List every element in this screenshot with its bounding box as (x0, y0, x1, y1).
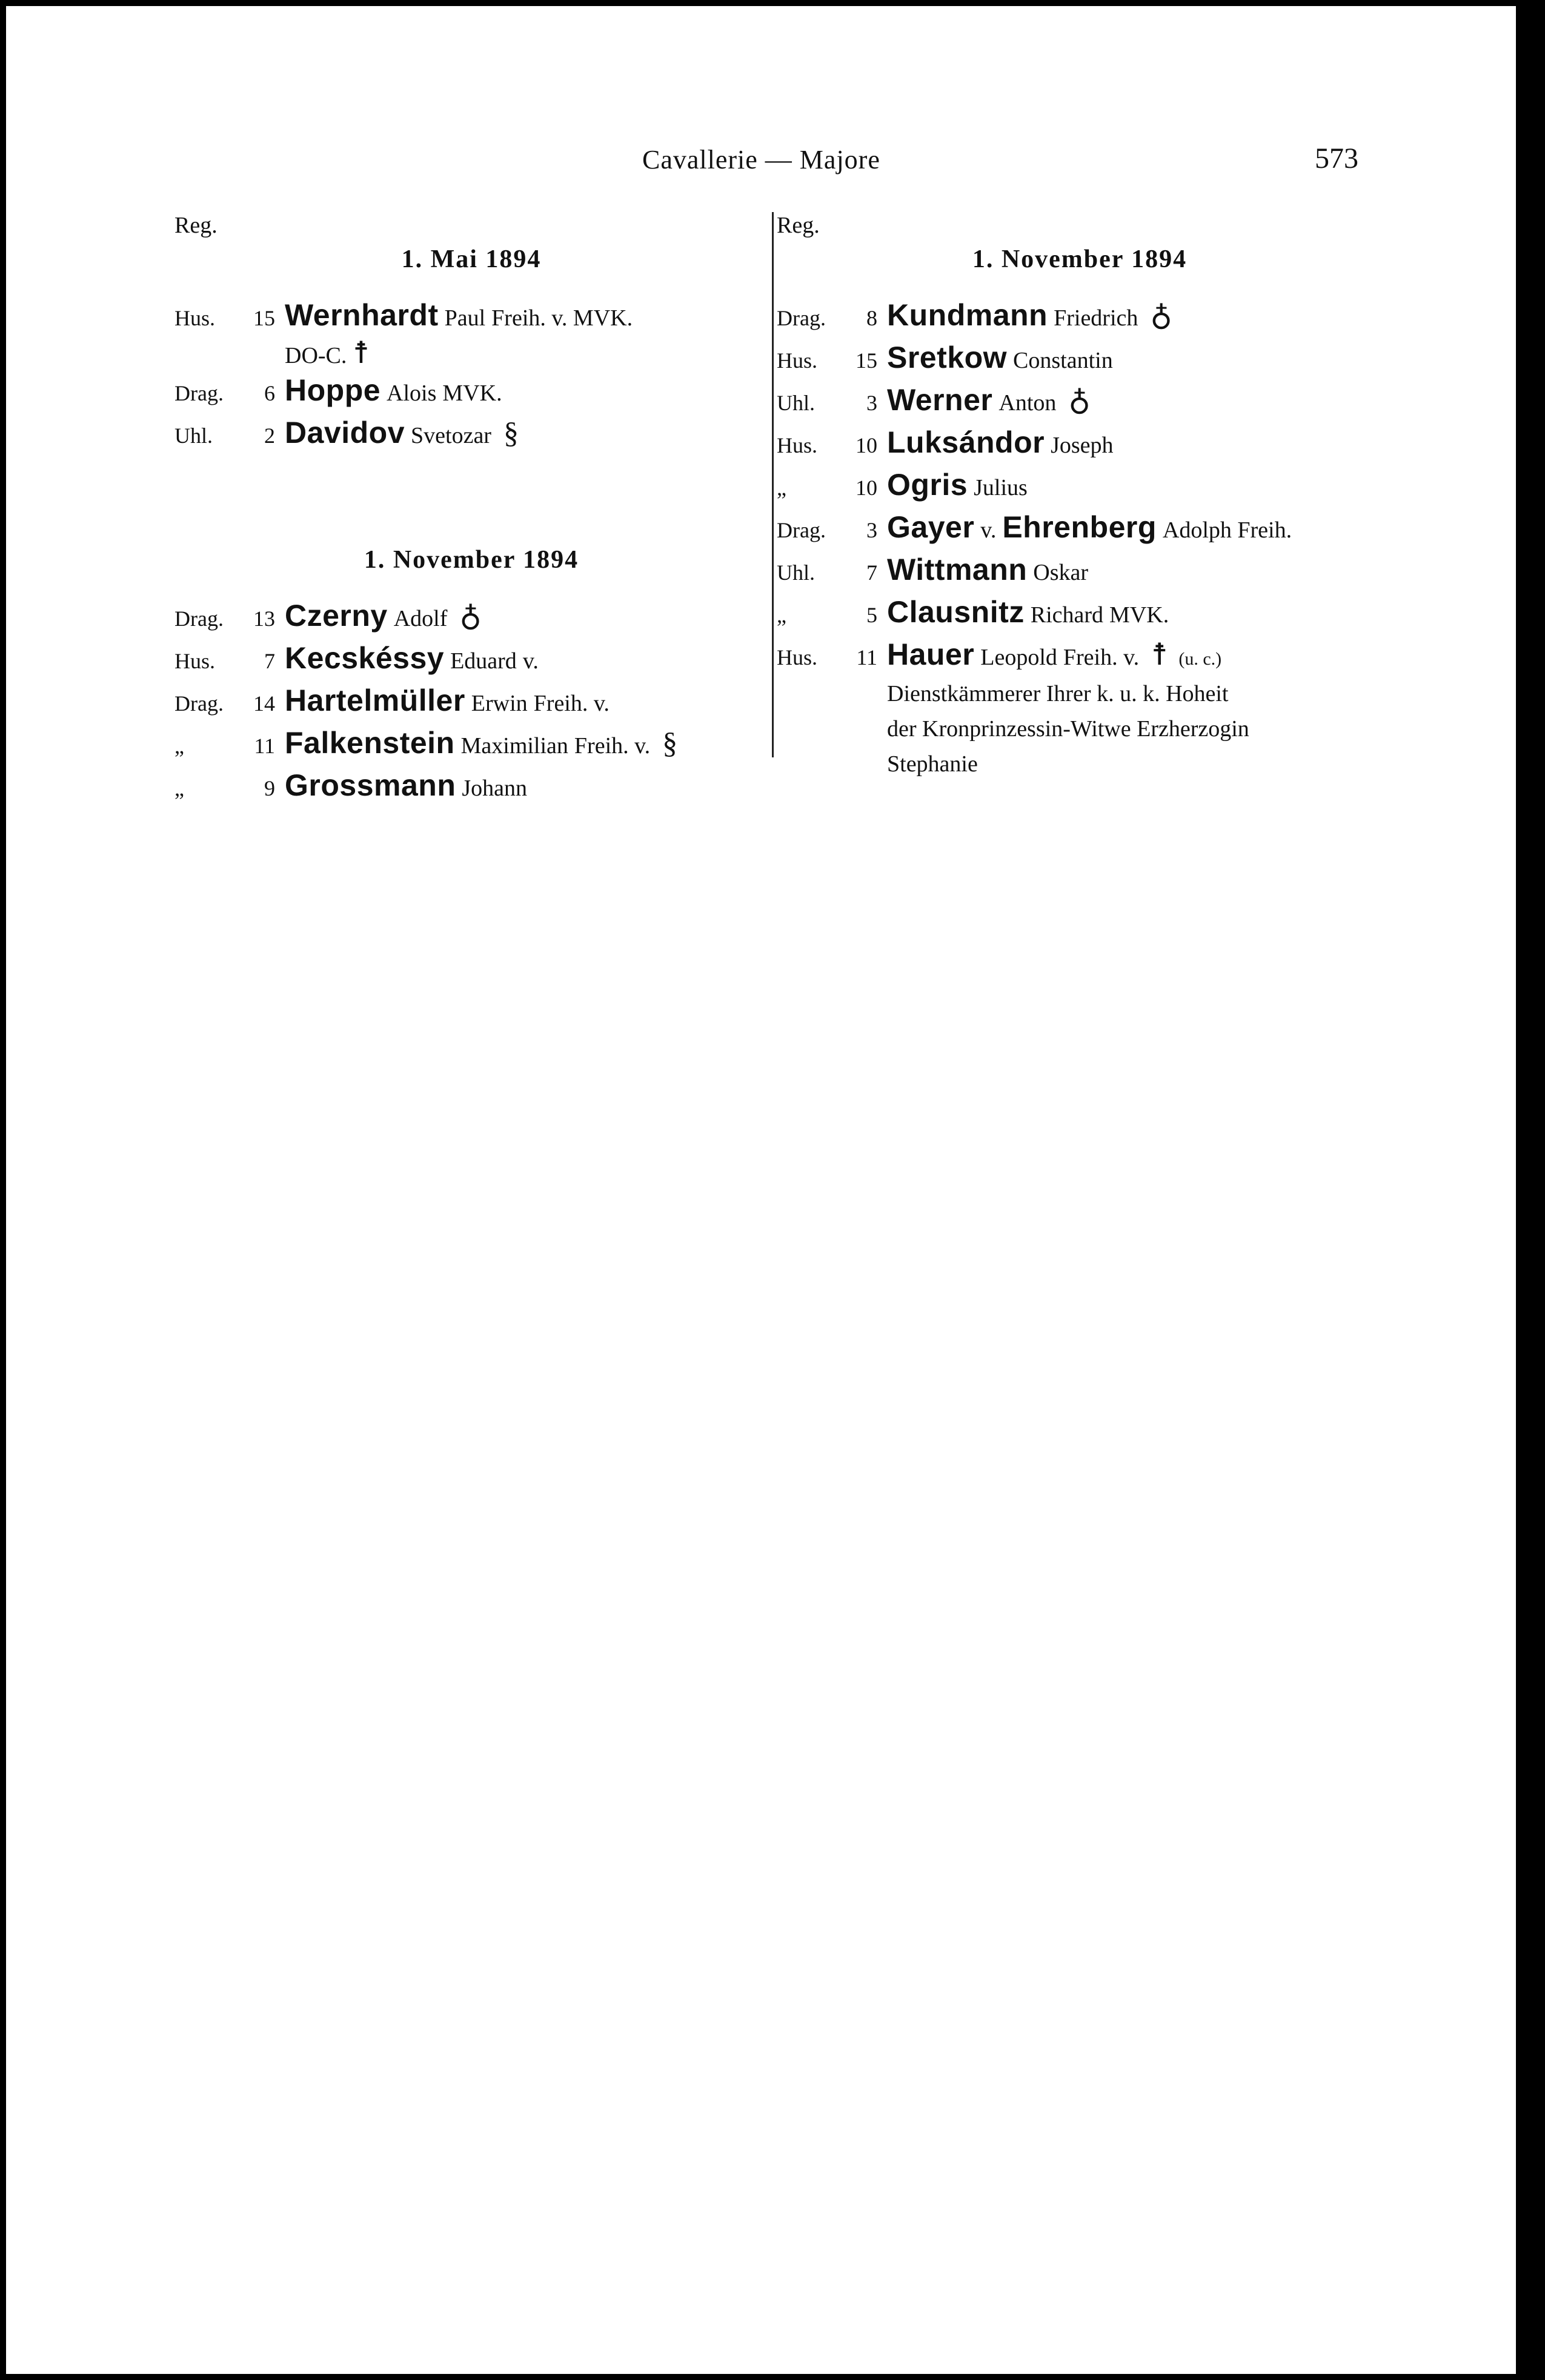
left-column (174, 212, 768, 811)
roster-entry (777, 341, 1383, 383)
surname: Kundmann (887, 298, 1048, 332)
title-suffix: Adolph Freih. (1162, 517, 1292, 543)
surname: Wernhardt (285, 298, 439, 332)
title-suffix: Freih. v. MVK. (491, 305, 633, 331)
title-suffix: MVK. (442, 381, 502, 406)
regiment-number: 9 (264, 776, 275, 800)
roster-entry (174, 683, 768, 726)
document-page (6, 6, 1516, 2374)
roster-entry (174, 726, 768, 768)
page-number: 573 (1315, 142, 1358, 175)
given-name: Eduard (450, 648, 517, 674)
roster-entry (777, 468, 1383, 510)
roster-entry (174, 768, 768, 811)
surname: Luksándor (887, 425, 1045, 459)
page-header (6, 144, 1516, 187)
decoration-note: DO-C. ☨ (285, 336, 370, 370)
regiment-number: 5 (866, 603, 877, 627)
title-suffix: Freih. v. (533, 691, 610, 716)
surname-second: Ehrenberg (1002, 510, 1157, 544)
regiment-number: 6 (264, 381, 275, 405)
regiment-number: 14 (253, 691, 275, 716)
given-name: Maximilian (460, 733, 568, 759)
unit-abbrev: Hus. (777, 433, 818, 457)
surname: Sretkow (887, 341, 1008, 374)
surname: Clausnitz (887, 595, 1025, 629)
section-november-1894 (777, 245, 1383, 782)
regiment-number: 13 (253, 607, 275, 631)
given-name: Svetozar (411, 423, 491, 448)
surname: Hoppe (285, 373, 381, 407)
surname: Davidov (285, 416, 405, 450)
roster-entry (174, 599, 768, 641)
decoration-icon: ♁ (1150, 298, 1172, 332)
unit-abbrev: Hus. (174, 649, 216, 673)
given-name: Leopold (980, 645, 1057, 670)
roster-entry (777, 298, 1383, 341)
decoration-icon: § (662, 726, 678, 760)
decoration-icon: § (503, 416, 519, 450)
regiment-number: 11 (856, 645, 877, 670)
surname: Hauer (887, 637, 975, 671)
roster-entry (174, 416, 768, 458)
regiment-number: 7 (866, 560, 877, 585)
regiment-number: 2 (264, 424, 275, 448)
surname: Werner (887, 383, 993, 417)
given-name: Julius (974, 475, 1028, 500)
unit-abbrev: Drag. (777, 518, 826, 542)
roster-entry (777, 637, 1383, 782)
unit-abbrev: Uhl. (777, 560, 815, 585)
section-november-1894 (174, 545, 768, 811)
decoration-icon: ♁ (459, 599, 482, 633)
unit-abbrev: Uhl. (174, 424, 213, 448)
note-line: Stephanie (887, 751, 978, 777)
running-title: Cavallerie — Majore (642, 145, 880, 175)
surname: Falkenstein (285, 726, 455, 760)
given-name: Oskar (1033, 560, 1089, 585)
given-name: Alois (387, 381, 437, 406)
unit-abbrev: Drag. (174, 381, 224, 405)
regiment-number: 15 (856, 348, 877, 373)
regiment-number: 3 (866, 391, 877, 415)
name-particle: v. (980, 517, 997, 543)
given-name: Johann (462, 776, 528, 801)
surname: Ogris (887, 468, 968, 502)
given-name: Erwin (471, 691, 528, 716)
surname: Hartelmüller (285, 683, 465, 717)
unit-abbrev: „ (174, 734, 184, 758)
surname: Gayer (887, 510, 975, 544)
unit-abbrev: Hus. (174, 306, 216, 330)
section-date: 1. November 1894 (364, 546, 579, 574)
given-name: Paul (444, 305, 486, 331)
surname: Czerny (285, 599, 388, 633)
given-name: Constantin (1013, 348, 1113, 373)
roster-entry (777, 595, 1383, 637)
roster-entry (174, 373, 768, 416)
regiment-number: 10 (856, 433, 877, 457)
roster-entry (174, 298, 768, 373)
section-mai-1894 (174, 245, 768, 458)
title-suffix: v. (522, 648, 539, 674)
roster-entry (777, 510, 1383, 553)
column-divider (772, 212, 774, 757)
note-line: der Kronprinzessin-Witwe Erzherzogin (887, 716, 1249, 742)
title-suffix: Freih. v. (1063, 645, 1140, 670)
reg-label: Reg. (777, 213, 820, 238)
right-column (777, 212, 1383, 782)
given-name: Friedrich (1054, 305, 1138, 331)
unit-abbrev: Drag. (174, 691, 224, 716)
cross-icon: ☨ (353, 336, 370, 370)
roster-entry (777, 553, 1383, 595)
given-name: Adolf (393, 606, 448, 631)
title-suffix: Freih. v. (574, 733, 651, 759)
reg-label: Reg. (174, 213, 218, 238)
regiment-number: 7 (264, 649, 275, 673)
cross-icon: ☨ (1151, 637, 1168, 671)
section-date: 1. Mai 1894 (401, 245, 542, 273)
regiment-number: 3 (866, 518, 877, 542)
roster-entry (777, 383, 1383, 425)
unit-abbrev: Uhl. (777, 391, 815, 415)
unit-abbrev: Drag. (174, 607, 224, 631)
roster-entry (174, 641, 768, 683)
given-name: Anton (998, 390, 1057, 416)
surname: Kecskéssy (285, 641, 445, 675)
symbol-note: (u. c.) (1178, 649, 1222, 669)
unit-abbrev: „ (174, 776, 184, 800)
regiment-number: 15 (253, 306, 275, 330)
unit-abbrev: Hus. (777, 645, 818, 670)
section-date: 1. November 1894 (972, 245, 1188, 273)
surname: Grossmann (285, 768, 456, 802)
surname: Wittmann (887, 553, 1028, 587)
unit-abbrev: Hus. (777, 348, 818, 373)
roster-entry (777, 425, 1383, 468)
regiment-number: 8 (866, 306, 877, 330)
given-name: Joseph (1051, 433, 1114, 458)
decoration-icon: ♁ (1068, 383, 1091, 417)
regiment-number: 11 (254, 734, 275, 758)
given-name: Richard (1030, 602, 1104, 628)
note-line: Dienstkämmerer Ihrer k. u. k. Hoheit (887, 681, 1229, 706)
unit-abbrev: „ (777, 603, 786, 627)
unit-abbrev: Drag. (777, 306, 826, 330)
title-suffix: MVK. (1109, 602, 1169, 628)
unit-abbrev: „ (777, 476, 786, 500)
regiment-number: 10 (856, 476, 877, 500)
